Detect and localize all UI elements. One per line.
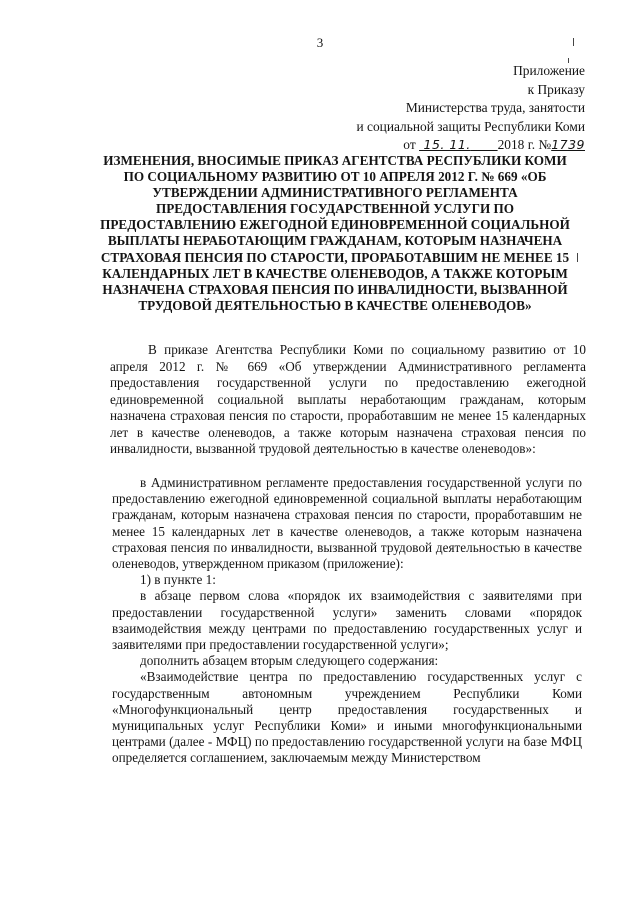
scan-mark (573, 38, 574, 46)
appendix-header (357, 62, 585, 155)
appendix-line: Министерства труда, занятости (405, 100, 585, 116)
paragraph: «Взаимодействие центра по предоставлению государственных услуг с государственным автономным учреждением Республики Коми «Многофункциональный центр предоставления государственных и муниципальных услуг Республики Коми» и иными многофункциональными центрами (далее - МФЦ) по предоставлению государственной услуги на базе МФЦ определяется соглашением, заключаемым между Министерством (112, 669, 582, 766)
document-title: ИЗМЕНЕНИЯ, ВНОСИМЫЕ ПРИКАЗ АГЕНТСТВА РЕСПУБЛИКИ КОМИ ПО СОЦИАЛЬНОМУ РАЗВИТИЮ ОТ 10 АПРЕЛЯ 2012 Г. № 669 «ОБ УТВЕРЖДЕНИИ АДМИНИСТРАТИВНОГО РЕГЛАМЕНТА ПРЕДОСТАВЛЕНИЯ ГОСУДАРСТВЕННОЙ УСЛУГИ ПО ПРЕДОСТАВЛЕНИЮ ЕЖЕГОДНОЙ ЕДИНОВРЕМЕННОЙ СОЦИАЛЬНОЙ ВЫПЛАТЫ НЕРАБОТАЮЩИМ ГРАЖДАНАМ, КОТОРЫМ НАЗНАЧЕНА СТРАХОВАЯ ПЕНСИЯ ПО СТАРОСТИ, ПРОРАБОТАВШИМ НЕ МЕНЕЕ 15 КАЛЕНДАРНЫХ ЛЕТ В КАЧЕСТВЕ ОЛЕНЕВОДОВ, А ТАКЖЕ КОТОРЫМ НАЗНАЧЕНА СТРАХОВАЯ ПЕНСИЯ ПО ИНВАЛИДНОСТИ, ВЫЗВАННОЙ ТРУДОВОЙ ДЕЯТЕЛЬНОСТЬЮ В КАЧЕСТВЕ ОЛЕНЕВОДОВ» (100, 153, 570, 313)
order-year: 2018 г. № (497, 137, 552, 153)
handwritten-number: 1739 (551, 137, 585, 153)
appendix-line: Приложение (513, 63, 585, 78)
document-body-lower (112, 475, 582, 767)
paragraph: 1) в пункте 1: (140, 572, 216, 588)
date-prefix: от (403, 137, 416, 153)
page-number: 3 (316, 35, 324, 50)
paragraph: в Административном регламенте предоставления государственной услуги по предоставлению ежегодной единовременной социальной выплаты неработающим гражданам, которым назначена страховая пенсия по старости, проработавшим не менее 15 календарных лет в качестве оленеводов, а также которым назначена страховая пенсия по инвалидности, вызванной трудовой деятельностью в качестве оленеводов, утвержденном приказом (приложение): (112, 475, 582, 572)
paragraph: В приказе Агентства Республики Коми по социальному развитию от 10 апреля 2012 г. № 669 «Об утверждении Административного регламента предоставления государственной услуги по предоставлению ежегодной единовременной социальной выплаты неработающим гражданам, которым назначена страховая пенсия по старости, проработавшим не менее 15 календарных лет в качестве оленеводов, а также которым назначена страховая пенсия по инвалидности, вызванной трудовой деятельностью в качестве оленеводов»: (110, 342, 586, 456)
paragraph: дополнить абзацем вторым следующего содержания: (140, 653, 439, 669)
handwritten-date: 15. 11. (423, 137, 471, 153)
appendix-line: и социальной защиты Республики Коми (356, 118, 585, 134)
document-body-upper (110, 342, 586, 458)
appendix-line: к Приказу (527, 81, 585, 97)
scan-mark (568, 58, 569, 63)
paragraph: в абзаце первом слова «порядок их взаимодействия с заявителями при предоставлении государственной услуги» заменить словами «порядок взаимодействия между центрами по предоставлению государственных услуг и заявителями при предоставлении государственной услуги»; (112, 588, 582, 653)
scan-mark (577, 253, 578, 262)
